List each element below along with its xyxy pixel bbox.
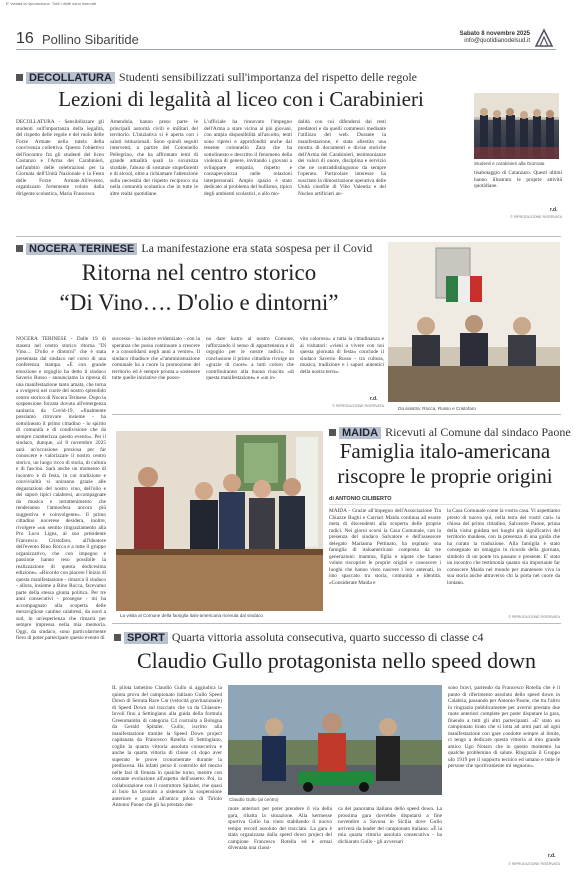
page-header xyxy=(16,30,556,50)
article-nocera-headline xyxy=(16,258,382,318)
contact-email[interactable]: info@quotidianodelsud.it xyxy=(464,38,530,44)
kicker-subtitle: Ricevuti al Comune dal sindaco Paone xyxy=(385,425,571,440)
rights-notice: © RIPRODUZIONE RISERVATA xyxy=(508,615,560,619)
issue-date: Sabato 8 novembre 2025 xyxy=(459,31,530,37)
article-signature: r.d. xyxy=(548,853,556,859)
article-byline: di ANTONIO CILIBERTO xyxy=(329,496,392,502)
article-maida-col2: la Casa Comunale come la vostra casa. Vi aspettiamo presto di nuovo qui, nella terra dei vostri cari» la chiosa del primo cittadino, Salvatore Paone, prima della visita guidata nei luoghi più significativi del territorio maidese, con la presenza di una guida che ha curato la traduzione. Alla famiglia è stato consegnato un omaggio in ricordo della giornata, simbolo di un ponte tra passato e presente. E' stato un incontro che testimonia quanto sia importante far conoscere Maida nel mondo per mantenere viva la sua storia anche attraverso chi la porta nel cuore da lontano. xyxy=(447,508,560,586)
carabinieri-photo-caption: Studenti e carabinieri alla Giornata xyxy=(474,161,545,166)
article-signature: r.d. xyxy=(550,207,558,213)
article-decollatura-col3: L'ufficiale ha rinnovato l'impegno dell'Arma a stare vicina ai più giovani, con ampia disponibilità all'ascolto, tenti sono ripresi e approfonditi anche dal tenente colonnello Zara che ha sottolineato e descritto il fenomeno della violenza di genere, invitando i giovani a sviluppare empatia, rispetto e consapevolezza nelle relazioni interpersonali. Ampio spazio è stato dedicato al problema del bullismo, tipico degli ambienti scolastici, e allo mo- xyxy=(204,119,292,197)
divider xyxy=(16,236,561,237)
rights-notice: © RIPRODUZIONE RISERVATA xyxy=(508,862,560,866)
kicker-subtitle: Quarta vittoria assoluta consecutiva, quarto successo di classe c4 xyxy=(171,630,484,645)
headline-line-2: “Di Vino…. D'olio e dintorni” xyxy=(59,290,339,315)
kicker-square-icon xyxy=(16,74,23,81)
header-meta xyxy=(460,31,530,45)
section-tag: DECOLLATURA xyxy=(26,72,115,84)
kicker-square-icon xyxy=(16,245,23,252)
maida-family-photo xyxy=(116,431,323,611)
article-sport-headline: Claudio Gullo protagonista nello speed down xyxy=(137,648,536,673)
section-tag: SPORT xyxy=(124,632,168,644)
section-tag: MAIDA xyxy=(339,427,381,439)
article-maida-col1: MAIDA - Grazie all'impegno dell'Associazione Tra Chiazze Rughi e Carriari Maida continua ad essere meta di discendenti alla scoperta delle proprie radici. Nei giorni scorsi la Casa Comunale, con la presenza del sindaco Salvatore e dell'assessore delegato Marianna Pettinato, ha ospitato una famiglia di italoamericani composta da tre generazioni: mamma, figlia e nipote che hanno voluto riscoprire le proprie origini e conoscere i luoghi che hanno visto nascere i loro antenati, in uno spaccato tra storia, comunità e identità. «Considerate Maida e xyxy=(329,508,441,586)
kicker-square-icon xyxy=(114,634,121,641)
section-title: Pollino Sibaritide xyxy=(42,32,139,47)
article-nocera-kicker xyxy=(16,240,372,258)
kicker-square-icon xyxy=(329,429,336,436)
article-sport-kicker xyxy=(114,629,483,647)
carabinieri-photo xyxy=(474,93,559,159)
article-decollatura-col5: tisabotaggio di Catanzaro. Questi ultimi hanno illustrato le proprie attività quotidiane. xyxy=(474,170,562,189)
gullo-photo-caption: Claudio Gullo (al centro) xyxy=(229,797,279,802)
article-maida-headline xyxy=(329,439,561,489)
headline-line-1: Famiglia italo-americana xyxy=(339,439,551,463)
section-tag: NOCERA TERINESE xyxy=(26,243,137,255)
newspaper-logo-icon xyxy=(534,28,554,48)
nocera-photo-caption: Da sinistra: Rocca, Russo e Cristofaro xyxy=(398,406,476,411)
article-nocera-col4: vito caloroso» a tutta la cittadinanza e ai visitatori: «vieni a vivere con noi questa giornata di festa» conclude il sindaco Saverio Russo - tra cultura, musica, tradizione e i sapori autentici della nostra terra». xyxy=(300,336,384,375)
kicker-subtitle: La manifestazione era stata sospesa per il Covid xyxy=(141,241,373,256)
article-decollatura-headline: Lezioni di legalità al liceo con i Carabinieri xyxy=(58,87,424,111)
article-nocera-col3: no dare lustro al nostro Comune, rafforzando il senso di appartenenza e di orgoglio per le nostre radici». In conclusione il primo cittadino rivolge un «grazie di cuore» a tutti coloro che contribuiranno alla buona riuscita «di questa manifestazione» e «un in- xyxy=(206,336,294,381)
divider xyxy=(329,504,561,505)
rights-notice: © RIPRODUZIONE RISERVATA xyxy=(332,404,384,408)
article-sport-col1: IL pilota lametino Claudio Gullo si aggiudica la quinta prova del campionato italiano Gullo Speed Down di Serrata Race Car (velocità gravitazionale) di Speed Down sul tracciato che va da Chiasore-Iuvoli fino a Settingiano alla guida della formula Greenmamba di categoria C4 costruita a Bologna da Gerald Spitaler. Gullo, iscritto alla manifestazione tramite la Speed Down project capitanata da Francesco Rotella di Settingiano, coglie la quarta vittoria assoluta consecutiva e anche la quarta vittoria di classe c4 dopo aver superato le prove cronometrate durante la prediscesa. Ha infatti perso il controllo del mezzo nelle fasi di frenata in qualche turno, mentre con costante evoluzione all'aspetto dell'assetto. Poi, in collaborazione con il costruttore Spitaler, che quasi al buio ha lavorato a sistemare la sospensione anteriore e grazie all'amico pilota di Tiriolo Antonio Paone che gli ha prestato due xyxy=(112,685,222,808)
article-sport-col4: sono bravi, partendo da Francesco Rotella che è il punto di riferimento assoluto dello speed down in Calabria, passando per Antonio Paone, che tra l'altro lo ringrazio pubblicamente per avermi prestato due ruote anteriori complete per poter disputare la gara, finendo a tutti gli altri partecipanti. «E' stato un campionato tirato che si lotta ad armi pari ad ogni manifestazione con gare condotte sempre al limite, ci tengo a dedicare questa vittoria al mio grande amico Ugo Notaro che in questo momento ha qualche problemino di salute. Ringrazio il Gruppo ufo 1919 per il supporto tecnico ed umano e tutte le persone che sportivamente mi seguono». xyxy=(448,685,560,769)
article-decollatura-col1: DECOLLATURA - Sensibilizzare gli studenti sull'importanza della legalità, del rispetto delle regole e del ruolo delle Forze Armate nella tutela della convivenza collettiva. Questo l'obiettivo dell'incontro fra gli studenti del liceo Costanzo e l'Arma dei Carabinieri, nell'ambito delle celebrazioni per la Giornata dell'Unità Nazionale e la Festa delle Forze Armate.All'evento, organizzato fortemente voluto dalla dirigente scolastica, Maria Francesca xyxy=(16,119,104,197)
divider xyxy=(112,414,561,415)
nocera-photo xyxy=(388,242,560,402)
headline-line-1: Ritorna nel centro storico xyxy=(81,260,317,285)
gullo-photo xyxy=(228,685,442,795)
article-decollatura-kicker xyxy=(16,69,417,87)
article-sport-col3: ca del panorama italiano dello speed down. La prossima gara dovrebbe disputarsi a fine novembre a Savona in Sicilia dove Gullo arriverà da leader del campionato italiano. «È la mia quarta vittoria assoluta consecutiva - ha dichiarato Gullo - gli avversari xyxy=(338,806,442,845)
divider xyxy=(112,623,561,624)
kicker-subtitle: Studenti sensibilizzati sull'importanza del rispetto delle regole xyxy=(118,70,417,85)
maida-photo-caption: La visita al Comune della famiglia italo-americana ricevuta dal sindaco xyxy=(120,613,263,618)
article-decollatura-col4: dalità con cui difendersi dai resti predatori e da quelli commessi mediante l'utilizzo del web. Durante la manifestazione, è stata allestita una mostra di documenti e divise storiche dell'Arma dei Carabinieri, testimonianze dei valori di onore, disciplina e servizio che ne contraddistinguono da sempre l'operato. Particolare interesse ha suscitato la dimostrazione operativa delle Unità cinofile di Vibo Valentia e del Nucleo artificieri an- xyxy=(298,119,386,197)
headline-line-2: riscopre le proprie origini xyxy=(337,464,553,488)
rights-notice: © RIPRODUZIONE RISERVATA xyxy=(510,215,562,219)
copyright-notice: E' vietata la riproduzione. Tutti i diritti sono riservati xyxy=(6,1,96,6)
article-sport-col2: ruote anteriori per poter prendere il via della gara, ribalta la situazione. Alla kermesse sportiva Gullo ha vinto stabilendo il nuovo tempo record assoluto del tracciato. La gara è stata organizzata dalla speed down project del campione Francesco Rotella ed è ormai diventata una classi- xyxy=(228,806,332,851)
article-nocera-col2: successo - ha inoltre evidenziato - con la speranza che possa continuare a crescere e a consolidarsi negli anni a venire». Il sindaco ribadisce che «l'amministrazione comunale ha a cuore la promozione del territorio ed è sempre pronta a sostenere tutte quelle iniziative che posso- xyxy=(112,336,200,381)
page-number: 16 xyxy=(16,30,34,47)
article-signature: r.d. xyxy=(370,396,378,402)
article-decollatura-col2: Amendola, hanno preso parte le principali autorità civili e militari del territorio. L'iniziativa si è aperta con i saluti istituzionali. Sono quindi seguiti interventi, a partire del Colonnello Pellegrino, che ha affrontato temi di grande attualità quali la sicurezza stradale, l'abuso di sostanze stupefacenti e di alcool, oltre a richiamare l'attenzione sulla necessità del rispetto reciproco sia nella comunità scolastica che in tutte le altre realtà quotidiane. xyxy=(110,119,198,197)
article-nocera-col1: NOCERA TERINESE - Dalle 19 di stasera nel centro storico ritorna "Di Vino.... D'olio e dintorni" che è stata presentata dal sindaco nel corso di una conferenza stampa. «È con grande emozione e orgoglio ha detto il sindaco Saverio Russo - annunciamo la ripresa di una manifestazione tanto amata, che torna a svolgersi nel cuore del nostro splendido centro storico di Nocera Terinese. Dopo la sospensione forzata dovuta all'emergenza sanitaria da Covid-19, «finalmente possiamo ritrovare insieme - ha sottolineato il primo cittadino - lo spirito di comunità e di condivisione che da sempre caratterizza questo evento». Per il sindaco, dunque, «il 8 novembre 2025 sarà un'occasione preziosa per far conoscere e valorizzare il nostro centro storico, un luogo ricco di storia, di cultura e di fascino. Sarà anche un momento di incontro e di festa, in cui tradizione e convivialità si uniranno grazie alle degustazioni del nostro vino, dell'olio e dei sapori tipici calabresi, accompagnate da musica e intrattenimento che renderanno l'atmosfera ancora più suggestiva e coinvolgente». Il primo cittadino nocerese desidera, inoltre, rivolgere «un sentito ringraziamento alla Pro Loco Ligea, al suo presidente Francesco Cristofaro, all'ideatore dell'evento Rino Rocca e a tutte il gruppo organizzativo, che con impegno e passione hanno reso possibile la realizzazione di questa dodicesima edizione». «Ricordo con piacere l'inizio di questa manifestazione - rimarca il sindaco - allora, insieme a Rino Rocca, facevamo parte della stessa giunta politica. Per tre anni consecutivi - prosegue - mi ha accompagnato alla scoperta delle meravigliose cantine calabresi, da nord a sud, in un'esperienza che rimarrà per sempre impressa nella mia memoria. Oggi, da sindaco, sono particolarmente fiero di poter partecipare questo evento di xyxy=(16,336,106,641)
